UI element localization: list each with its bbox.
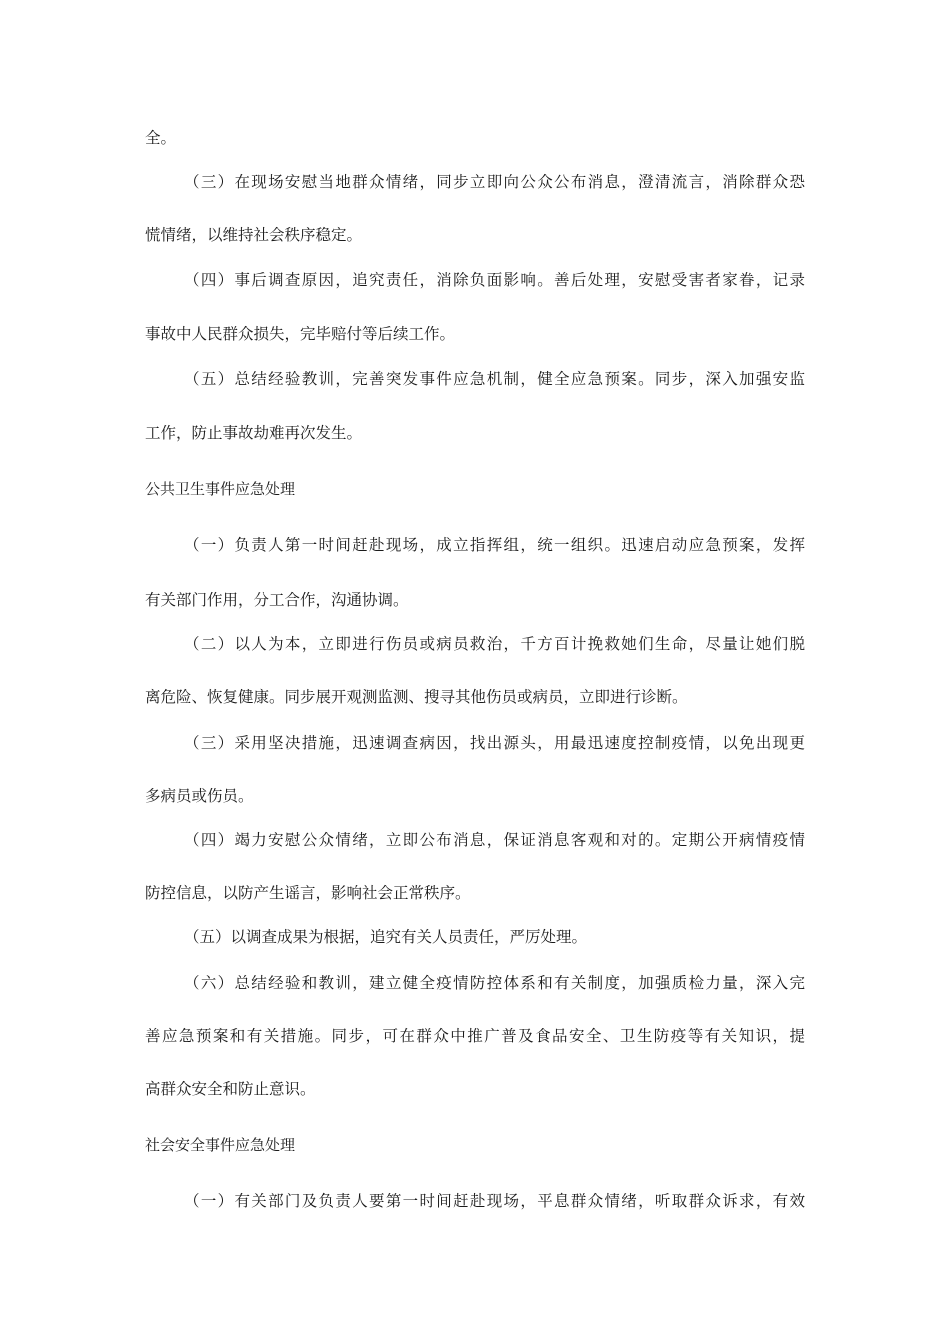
text-line: 有关部门作用，分工合作，沟通协调。 [145,591,409,609]
paragraph-line: （三）采用坚决措施，迅速调查病因，找出源头，用最迅速度控制疫情，以免出现更 [184,734,805,752]
paragraph-line: （四）事后调查原因，追究责任，消除负面影响。善后处理，安慰受害者家眷，记录 [184,271,805,289]
paragraph-line: （五）总结经验教训，完善突发事件应急机制，健全应急预案。同步，深入加强安监 [184,370,805,388]
text-line: 多病员或伤员。 [145,787,254,805]
text-line: 善应急预案和有关措施。同步，可在群众中推广普及食品安全、卫生防疫等有关知识，提 [145,1027,805,1045]
paragraph-line: （一）负责人第一时间赶赴现场，成立指挥组，统一组织。迅速启动应急预案，发挥 [184,536,805,554]
paragraph-line: （三）在现场安慰当地群众情绪，同步立即向公众公布消息，澄清流言，消除群众恐 [184,173,805,191]
text-line: 工作，防止事故劫难再次发生。 [145,424,363,442]
paragraph-line: （一）有关部门及负责人要第一时间赶赴现场，平息群众情绪，听取群众诉求，有效 [184,1192,805,1210]
text-line: 防控信息，以防产生谣言，影响社会正常秩序。 [145,884,471,902]
text-line: 高群众安全和防止意识。 [145,1080,316,1098]
text-line: 事故中人民群众损失，完毕赔付等后续工作。 [145,325,456,343]
paragraph-line: （五）以调查成果为根据，追究有关人员责任，严厉处理。 [184,928,588,946]
paragraph-line: （二）以人为本，立即进行伤员或病员救治，千方百计挽救她们生命，尽量让她们脱 [184,635,805,653]
section-heading: 公共卫生事件应急处理 [145,480,296,498]
text-line: 全。 [145,129,177,147]
paragraph-line: （四）竭力安慰公众情绪，立即公布消息，保证消息客观和对的。定期公开病情疫情 [184,831,805,849]
text-line: 慌情绪，以维持社会秩序稳定。 [145,226,363,244]
paragraph-line: （六）总结经验和教训，建立健全疫情防控体系和有关制度，加强质检力量，深入完 [184,974,805,992]
text-line: 离危险、恢复健康。同步展开观测监测、搜寻其他伤员或病员，立即进行诊断。 [145,688,688,706]
section-heading: 社会安全事件应急处理 [145,1136,296,1154]
